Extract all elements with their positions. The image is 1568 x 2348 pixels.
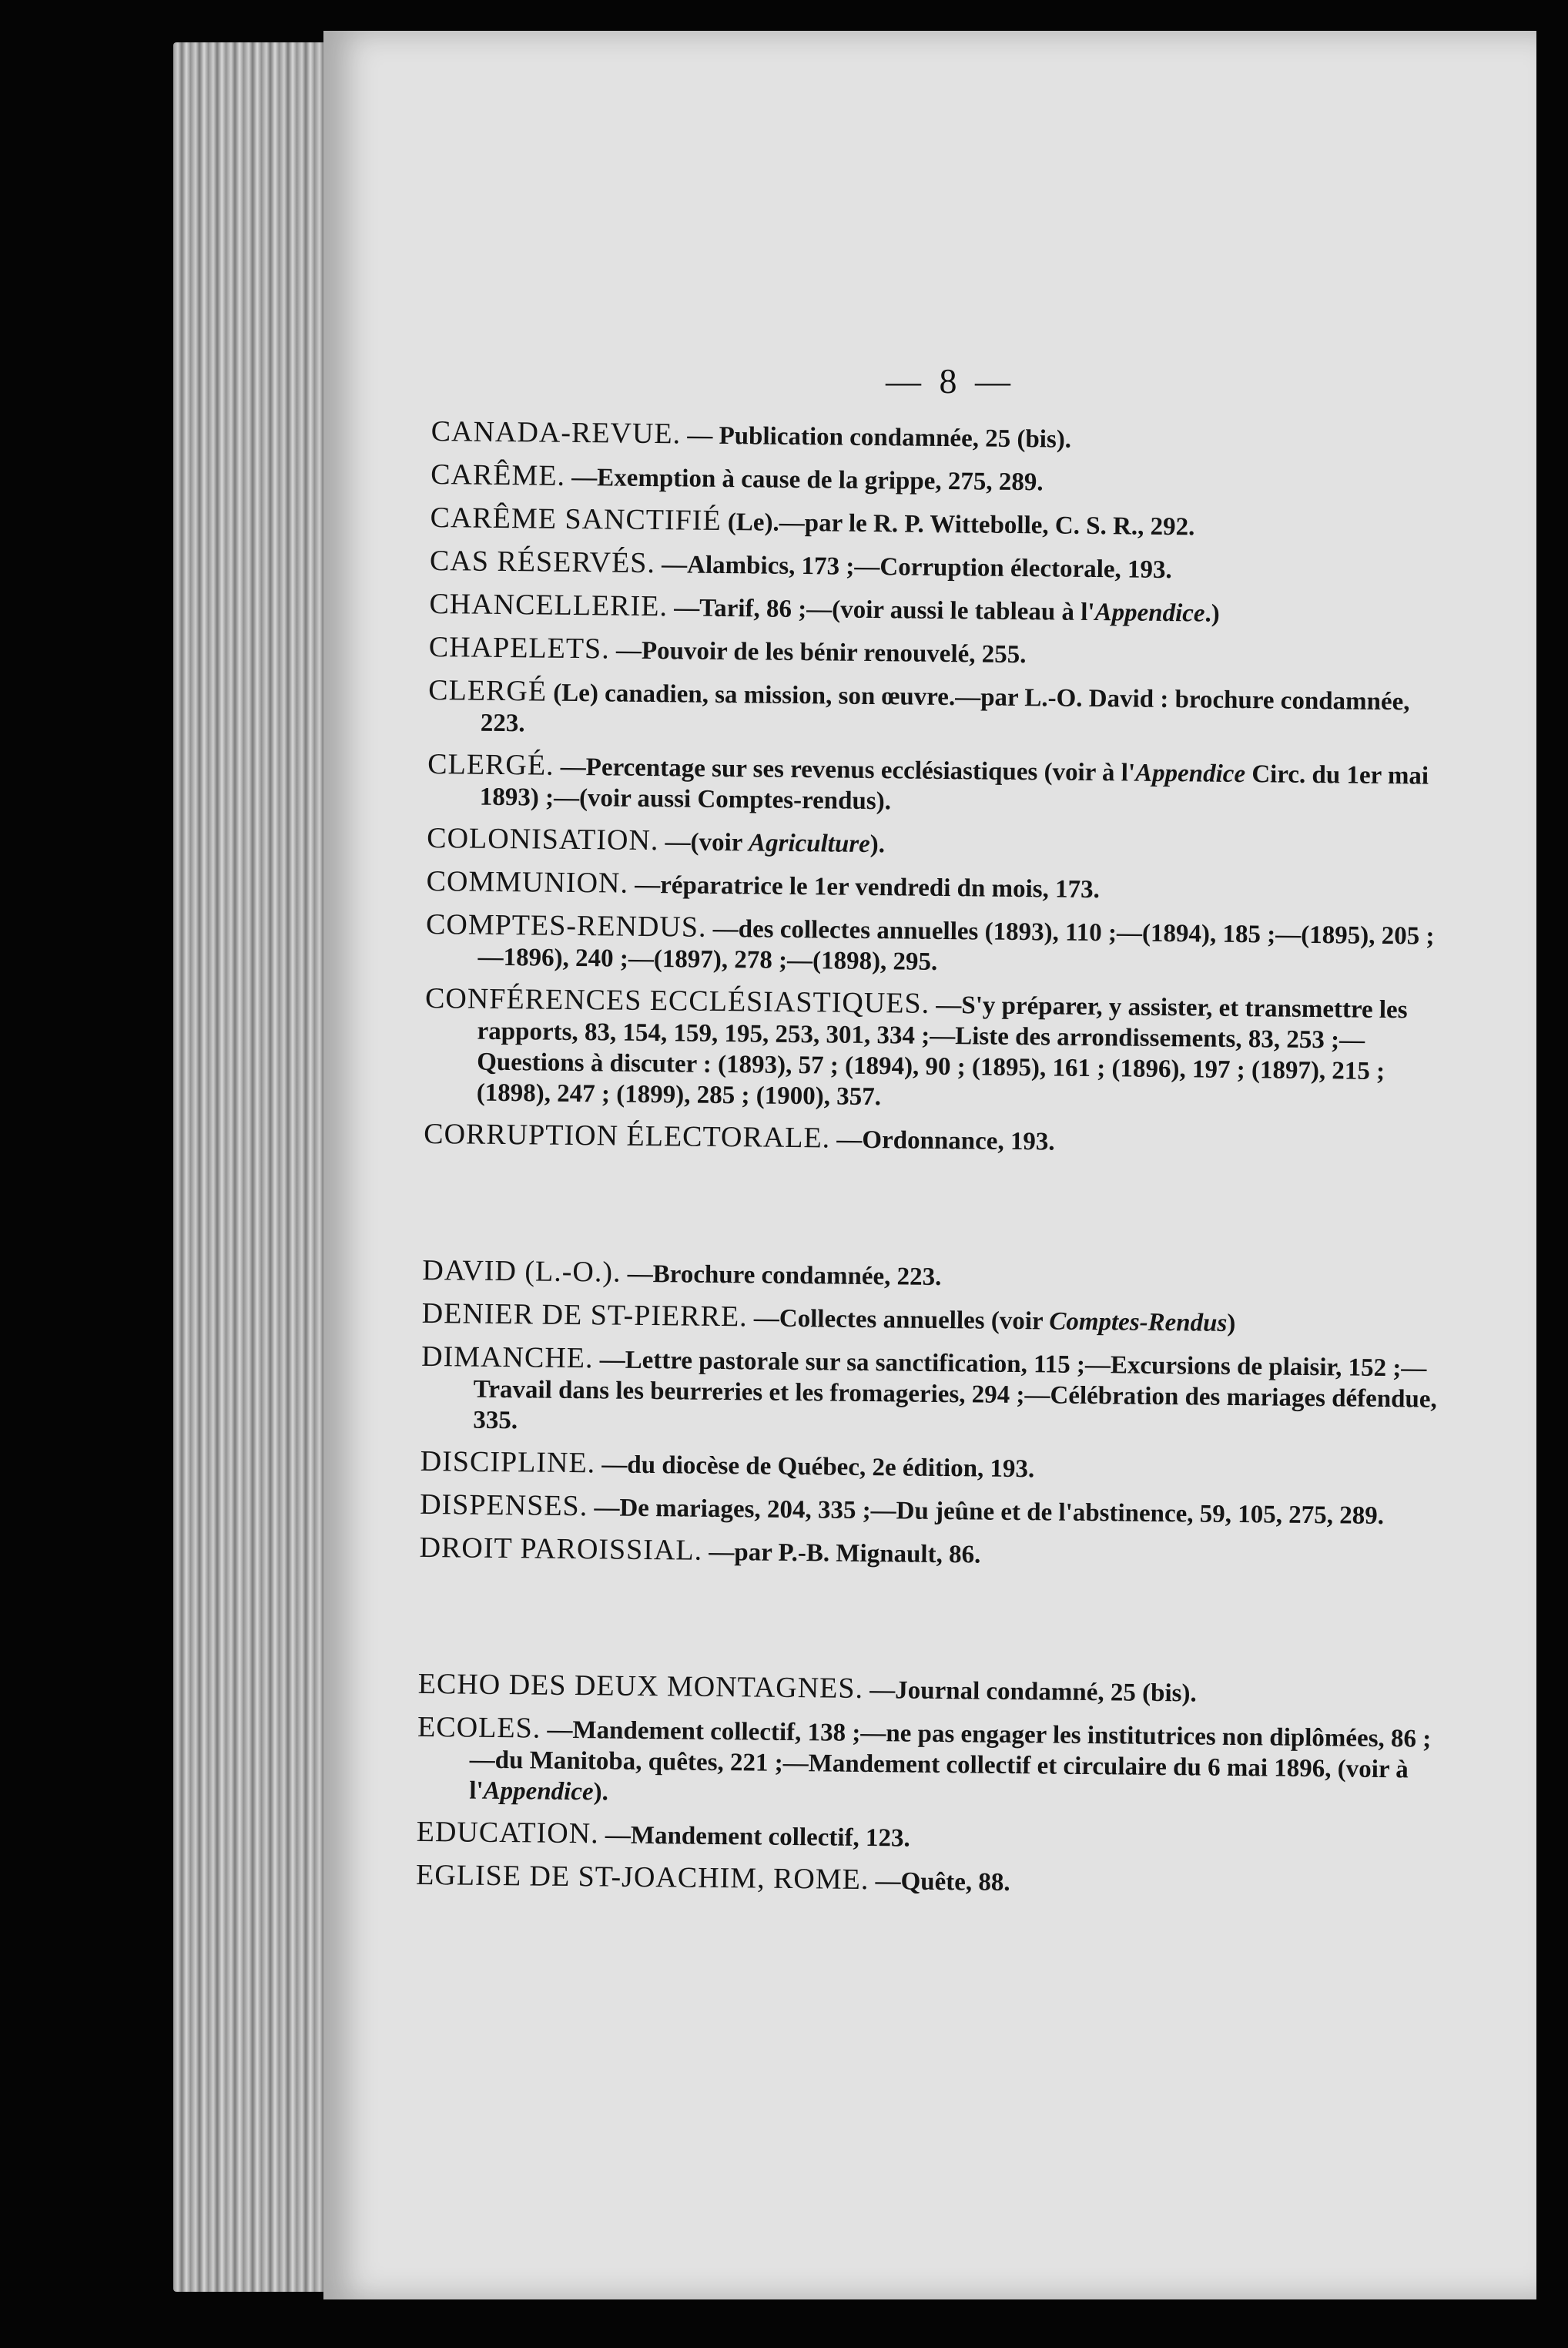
- entry-heading: CANADA-REVUE.: [431, 415, 682, 451]
- entry-heading: COLONISATION.: [427, 821, 659, 857]
- index-section-d: [419, 1255, 1454, 1575]
- entry-heading: CARÊME.: [430, 458, 566, 492]
- entry-text: (Le).—par le R. P. Wittebolle, C. S. R., 292.: [721, 508, 1195, 542]
- entry-heading: CORRUPTION ÉLECTORALE.: [424, 1117, 831, 1155]
- entry-tail: ).: [593, 1778, 609, 1806]
- entry-text: —des collectes annuelles (1893), 110 ;—(1894), 185 ;—(1895), 205 ;—1896), 240 ;—(1897), 278 ;—(1898), 295.: [477, 914, 1435, 976]
- index-entry: [429, 632, 1461, 675]
- entry-heading: CLERGÉ.: [427, 747, 554, 782]
- index-entry: [427, 749, 1460, 823]
- entry-heading: CONFÉRENCES ECCLÉSIASTIQUES.: [424, 981, 930, 1020]
- entry-tail: Circ. du 1er mai 1893) ;—(voir aussi Comptes-rendus).: [479, 760, 1429, 816]
- index-entry: [430, 545, 1462, 589]
- entry-heading: DROIT PAROISSIAL.: [419, 1531, 703, 1567]
- entry-text: —Ordonnance, 193.: [829, 1125, 1055, 1156]
- entry-heading: DISCIPLINE.: [420, 1444, 596, 1480]
- entry-heading: DISPENSES.: [419, 1488, 588, 1523]
- entry-text: —Percentage sur ses revenus ecclésiastiques (voir à l': [554, 753, 1136, 787]
- index-entry: [420, 1489, 1452, 1532]
- entry-italic-ref: Appendice: [483, 1776, 594, 1806]
- entry-heading: CLERGÉ: [428, 673, 548, 708]
- index-entry: [424, 983, 1458, 1119]
- entry-heading: COMPTES-RENDUS.: [425, 907, 707, 944]
- entry-heading: CHANCELLERIE.: [429, 587, 668, 623]
- entry-text: —Brochure condamnée, 223.: [621, 1260, 942, 1291]
- index-entry: [425, 909, 1458, 983]
- entry-heading: CHAPELETS.: [428, 630, 610, 666]
- entry-text: —Tarif, 86 ;—(voir aussi le tableau à l': [667, 594, 1095, 627]
- entry-italic-ref: Comptes-Rendus: [1049, 1307, 1228, 1337]
- index-entry: [427, 823, 1459, 866]
- entry-italic-ref: Appendice: [1134, 759, 1246, 789]
- entry-heading: COMMUNION.: [426, 864, 629, 900]
- entry-tail: ).: [869, 830, 886, 859]
- index-entry: [417, 1712, 1449, 1816]
- entry-text: —S'y préparer, y assister, et transmettre les rapports, 83, 154, 159, 195, 253, 301, 334 ;—Liste des arrondissements, 83, 253 ;—Questions à discuter : (1893), 57 ; (1894), 90 ; (1895), 161 ; (1896), 197 ; (1897), 215 ; (1898), 247 ; (1899), 285 ; (1900), 357.: [476, 991, 1408, 1112]
- entry-text: —Quête, 88.: [869, 1867, 1010, 1897]
- index-entry: [431, 459, 1462, 502]
- entry-text: —Alambics, 173 ;—Corruption électorale, 193.: [655, 551, 1172, 585]
- index-entry: [426, 866, 1458, 909]
- book-page-edges: [173, 42, 331, 2292]
- entry-text: —Mandement collectif, 138 ;—ne pas engager les institutrices non diplômées, 86 ;—du Manitoba, quêtes, 221 ;—Mandement collectif et circulaire du 6 mai 1896, (voir à l': [469, 1716, 1432, 1805]
- index-entry: [420, 1446, 1452, 1489]
- index-entries: [415, 416, 1463, 2007]
- index-entry: [429, 589, 1461, 632]
- entry-heading: DAVID (L.-O.).: [422, 1253, 622, 1289]
- index-entry: [430, 502, 1462, 545]
- index-entry: [417, 1816, 1449, 1860]
- index-entry: [424, 1119, 1456, 1162]
- entry-heading: EDUCATION.: [416, 1815, 599, 1850]
- entry-heading: CAS RÉSERVÉS.: [429, 544, 656, 580]
- index-section-e: [416, 1669, 1450, 1903]
- index-entry: [422, 1255, 1454, 1298]
- index-entry: [418, 1669, 1450, 1712]
- entry-heading: EGLISE DE ST-JOACHIM, ROME.: [415, 1858, 869, 1897]
- entry-text: —Collectes annuelles (voir: [747, 1304, 1050, 1336]
- entry-text: —Mandement collectif, 123.: [598, 1821, 910, 1853]
- entry-italic-ref: Agriculture: [748, 829, 870, 858]
- entry-text: —réparatrice le 1er vendredi dn mois, 173.: [628, 870, 1101, 904]
- entry-tail: .): [1204, 599, 1220, 628]
- entry-heading: ECHO DES DEUX MONTAGNES.: [417, 1667, 864, 1705]
- entry-text: — Publication condamnée, 25 (bis).: [680, 421, 1072, 454]
- entry-text: —De mariages, 204, 335 ;—Du jeûne et de l'abstinence, 59, 105, 275, 289.: [587, 1494, 1385, 1531]
- entry-text: —par P.-B. Mignault, 86.: [702, 1538, 981, 1569]
- index-entry: [428, 675, 1461, 749]
- entry-text: —Journal condamné, 25 (bis).: [863, 1675, 1197, 1708]
- entry-heading: ECOLES.: [417, 1710, 541, 1745]
- index-entry: [420, 1341, 1453, 1446]
- entry-heading: DIMANCHE.: [420, 1340, 594, 1375]
- entry-tail: ): [1227, 1309, 1236, 1337]
- index-entry: [416, 1860, 1448, 1903]
- entry-heading: DENIER DE ST-PIERRE.: [421, 1296, 748, 1333]
- index-entry: [422, 1298, 1454, 1341]
- entry-text: —du diocèse de Québec, 2e édition, 193.: [595, 1451, 1035, 1484]
- entry-text: —(voir: [658, 828, 749, 857]
- entry-text: —Exemption à cause de la grippe, 275, 289.: [565, 463, 1044, 497]
- entry-italic-ref: Appendice: [1094, 599, 1205, 628]
- entry-text: —Pouvoir de les bénir renouvelé, 255.: [609, 636, 1027, 669]
- index-entry: [419, 1532, 1451, 1575]
- entry-heading: CARÊME SANCTIFIÉ: [430, 501, 722, 537]
- page-number: — 8 —: [886, 361, 1015, 401]
- entry-text: —Lettre pastorale sur sa sanctification, 115 ;—Excursions de plaisir, 152 ;—Travail dans les beurreries et les fromageries, 294 ;—Célébration des mariages défendue, 335.: [473, 1346, 1437, 1435]
- entry-text: (Le) canadien, sa mission, son œuvre.—par L.-O. David : brochure condamnée, 223.: [480, 679, 1410, 738]
- index-section-c: [424, 416, 1463, 1162]
